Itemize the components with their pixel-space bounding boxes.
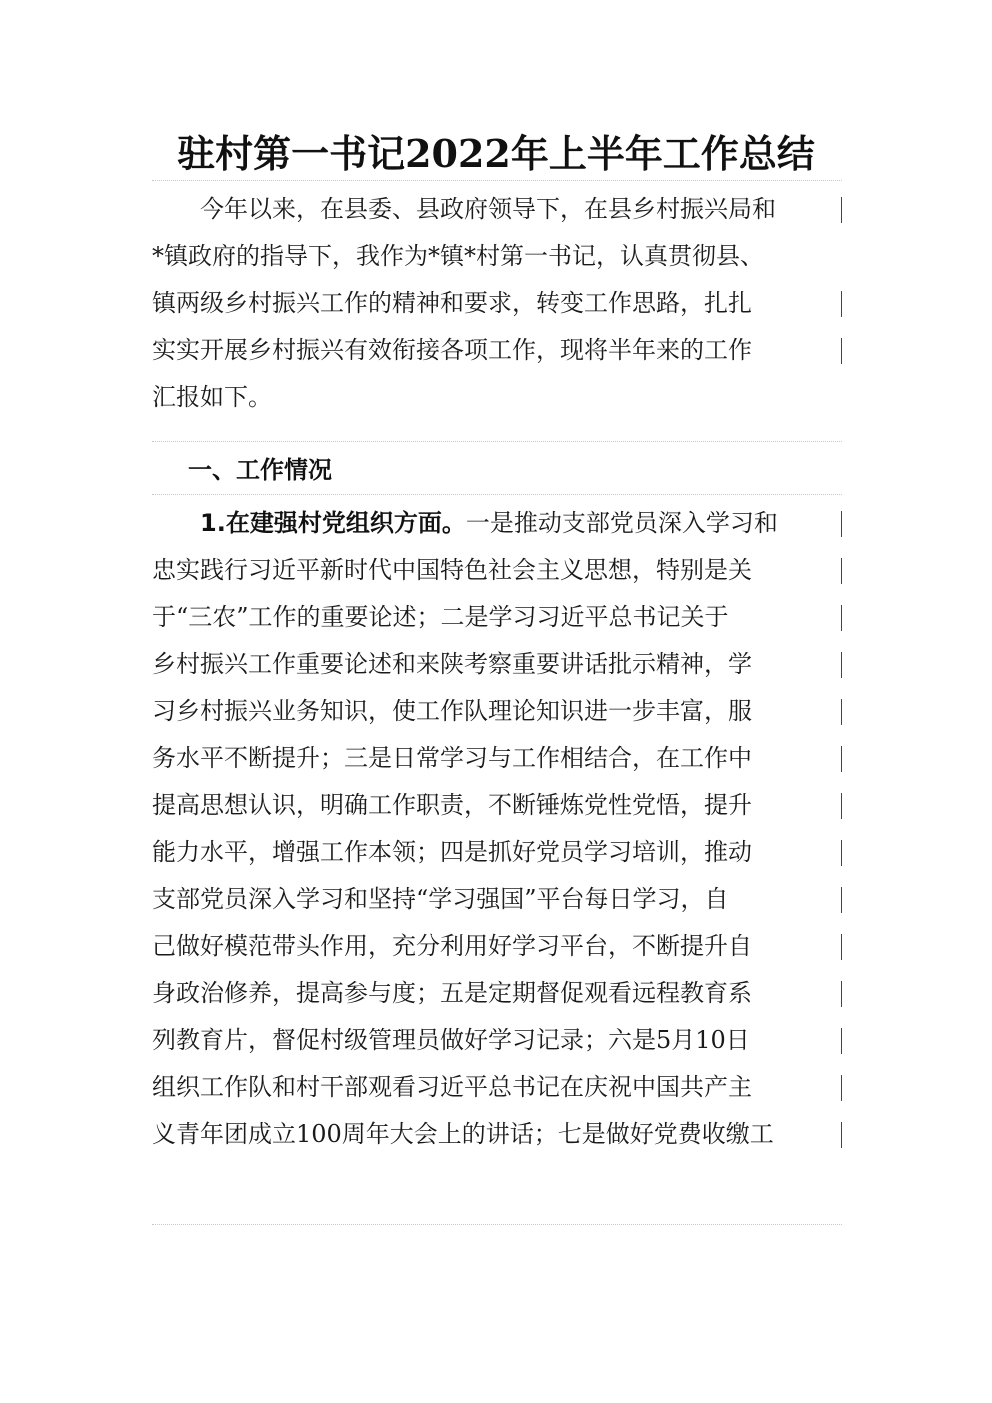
intro-line: 镇两级乡村振兴工作的精神和要求，转变工作思路，扎扎: [152, 280, 842, 327]
item1-line: 支部党员深入学习和坚持“学习强国”平台每日学习，自: [152, 876, 842, 923]
item1-line: 务水平不断提升；三是日常学习与工作相结合，在工作中: [152, 735, 842, 782]
item1-line: 能力水平，增强工作本领；四是抓好党员学习培训，推动: [152, 829, 842, 876]
divider: [152, 441, 842, 442]
document-title: 驻村第一书记2022年上半年工作总结: [177, 131, 815, 176]
intro-line: *镇政府的指导下，我作为*镇*村第一书记，认真贯彻县、: [152, 242, 764, 270]
item1-first-line: [152, 500, 842, 547]
divider: [152, 1224, 842, 1225]
item1-line: 组织工作队和村干部观看习近平总书记在庆祝中国共产主: [152, 1064, 842, 1111]
item1-line: 义青年团成立100周年大会上的讲话；七是做好党费收缴工: [152, 1111, 842, 1158]
divider: [152, 494, 842, 495]
intro-paragraph: [152, 186, 842, 421]
item1-line: 己做好模范带头作用，充分利用好学习平台，不断提升自: [152, 923, 842, 970]
item1-line: 乡村振兴工作重要论述和来陕考察重要讲话批示精神，学: [152, 641, 842, 688]
intro-line: 汇报如下。: [152, 383, 272, 411]
item1-line: 身政治修养，提高参与度；五是定期督促观看远程教育系: [152, 970, 842, 1017]
item1-line: 于“三农”工作的重要论述；二是学习习近平总书记关于: [152, 594, 842, 641]
item1-line: 忠实践行习近平新时代中国特色社会主义思想，特别是关: [152, 547, 842, 594]
section-heading: 一、工作情况: [188, 456, 332, 484]
item1-lead: 1.在建强村党组织方面。: [152, 509, 466, 537]
item1-line: 习乡村振兴业务知识，使工作队理论知识进一步丰富，服: [152, 688, 842, 735]
divider: [152, 180, 842, 181]
item1-line: 列教育片，督促村级管理员做好学习记录；六是5月10日: [152, 1017, 842, 1064]
item1-line: 提高思想认识，明确工作职责，不断锤炼党性党悟，提升: [152, 782, 842, 829]
intro-line: 今年以来，在县委、县政府领导下，在县乡村振兴局和: [152, 186, 842, 233]
item1-first-rest: 一是推动支部党员深入学习和: [465, 509, 778, 537]
item1-paragraph: [152, 500, 842, 1158]
intro-line: 实实开展乡村振兴有效衔接各项工作，现将半年来的工作: [152, 327, 842, 374]
